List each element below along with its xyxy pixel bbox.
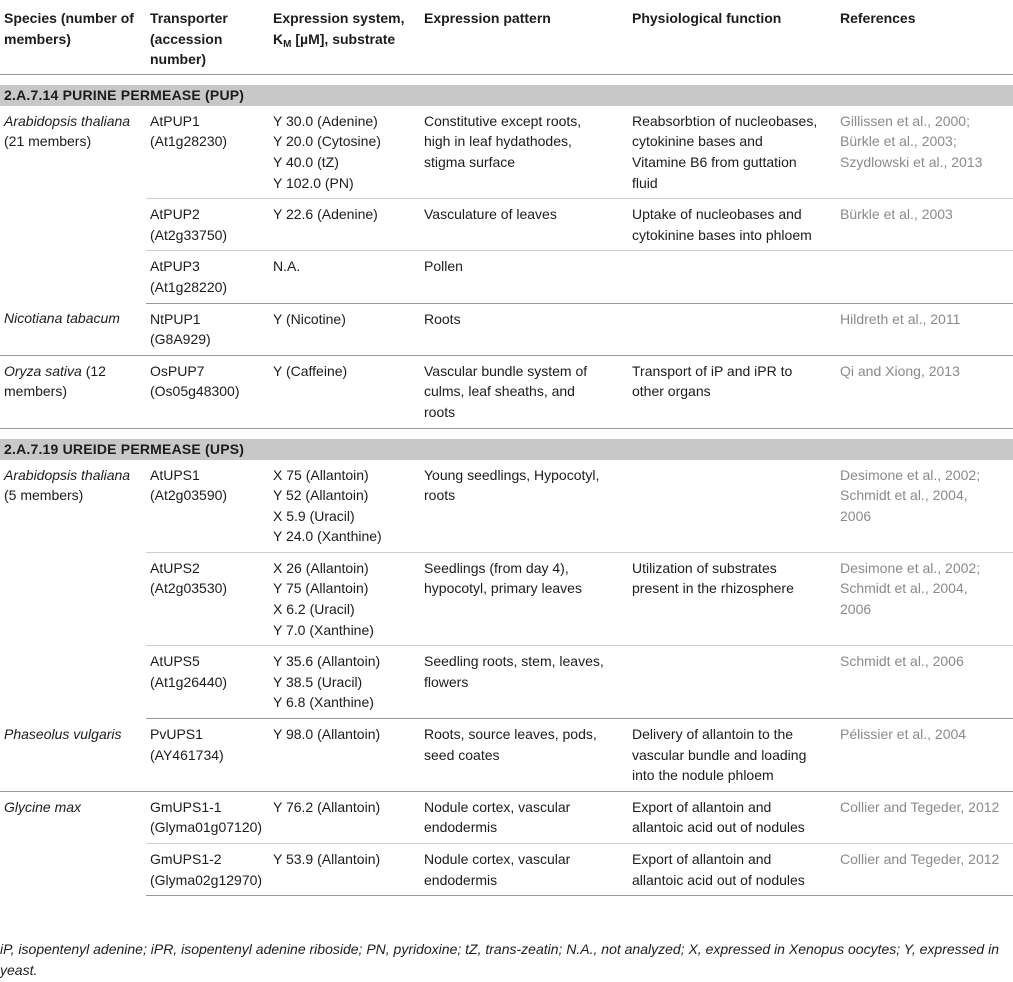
pattern-line: stigma surface <box>424 153 516 170</box>
references-cell <box>836 844 1013 896</box>
species-cell <box>0 355 146 428</box>
pattern-line: Vascular bundle system of <box>424 362 588 379</box>
function-line: other organs <box>632 383 711 400</box>
spacer-cell <box>0 74 1013 85</box>
pattern-line: Seedling roots, stem, leaves, <box>424 653 604 670</box>
section-row <box>0 439 1013 460</box>
function-line: allantoic acid out of nodules <box>632 871 805 888</box>
pattern-line: Roots, source leaves, pods, <box>424 726 597 743</box>
reference-line: Qi and Xiong, 2013 <box>840 362 960 379</box>
function-line: Transport of iP and iPR to <box>632 362 793 379</box>
expression-line: Y 40.0 (tZ) <box>273 153 339 170</box>
expression-cell <box>269 303 420 355</box>
references-cell <box>836 791 1013 843</box>
pattern-cell <box>420 719 628 792</box>
transporter-line: (At2g33750) <box>150 226 228 243</box>
expression-line: X 5.9 (Uracil) <box>273 507 355 524</box>
table-footnote: iP, isopentenyl adenine; iPR, isopentenyl adenine riboside; PN, pyridoxine; tZ, trans-zeatin; N.A., not analyzed; X, expressed in Xenopus oocytes; Y, expressed in yeast. <box>0 941 999 978</box>
expression-line: Y 52 (Allantoin) <box>273 487 369 504</box>
reference-line: Schmidt et al., 2004, <box>840 580 968 597</box>
function-cell <box>628 719 836 792</box>
function-cell <box>628 552 836 645</box>
header-expression-pattern: Expression pattern <box>424 10 551 26</box>
expression-line: Y 7.0 (Xanthine) <box>273 621 374 638</box>
function-cell <box>628 460 836 553</box>
transporter-line: (At2g03590) <box>150 487 228 504</box>
reference-line: Gillissen et al., 2000; <box>840 112 970 129</box>
expression-line: Y 76.2 (Allantoin) <box>273 798 381 815</box>
species-name: Arabidopsis thaliana <box>4 466 131 483</box>
reference-line: Desimone et al., 2002; <box>840 466 981 483</box>
function-cell <box>628 199 836 251</box>
table-row <box>0 460 1013 553</box>
pattern-line: endodermis <box>424 871 498 888</box>
references-cell <box>836 552 1013 645</box>
function-line: Delivery of allantoin to the <box>632 726 794 743</box>
table-header <box>0 0 1013 74</box>
pattern-cell <box>420 106 628 199</box>
table-row <box>0 719 1013 792</box>
expression-line: X 75 (Allantoin) <box>273 466 369 483</box>
transporter-cell <box>146 552 269 645</box>
pattern-line: Pollen <box>424 258 463 275</box>
species-note: (5 members) <box>4 487 84 504</box>
expression-line: Y 24.0 (Xanthine) <box>273 528 382 545</box>
transporter-line: AtPUP2 <box>150 206 200 223</box>
spacer-cell <box>0 428 1013 439</box>
reference-line: 2006 <box>840 507 872 524</box>
references-cell <box>836 719 1013 792</box>
references-cell <box>836 646 1013 719</box>
transporter-line: (Os05g48300) <box>150 383 240 400</box>
pattern-line: endodermis <box>424 819 498 836</box>
pattern-line: Young seedlings, Hypocotyl, <box>424 466 600 483</box>
expression-line: Y (Caffeine) <box>273 362 348 379</box>
transporter-line: (At1g28230) <box>150 133 228 150</box>
spacer-row <box>0 428 1013 439</box>
reference-line: 2006 <box>840 601 872 618</box>
species-name: Nicotiana tabacum <box>4 310 120 327</box>
header-physiological-function: Physiological function <box>632 10 782 26</box>
transporter-line: GmUPS1-1 <box>150 798 222 815</box>
transporter-line: AtPUP1 <box>150 112 200 129</box>
expression-line: Y 98.0 (Allantoin) <box>273 726 381 743</box>
transporter-line: (At1g28220) <box>150 278 228 295</box>
species-note: (12 <box>85 362 106 379</box>
expression-line: Y 75 (Allantoin) <box>273 580 369 597</box>
function-line: cytokinine bases into phloem <box>632 226 812 243</box>
expression-cell <box>269 199 420 251</box>
expression-line: Y (Nicotine) <box>273 310 346 327</box>
function-line: Reabsorbtion of nucleobases, <box>632 112 818 129</box>
transporter-cell <box>146 460 269 553</box>
table-row <box>0 791 1013 843</box>
references-cell <box>836 303 1013 355</box>
function-cell <box>628 106 836 199</box>
references-cell <box>836 355 1013 428</box>
expression-cell <box>269 552 420 645</box>
references-cell <box>836 199 1013 251</box>
reference-line: Schmidt et al., 2004, <box>840 487 968 504</box>
expression-line: Y 53.9 (Allantoin) <box>273 851 381 867</box>
function-line: into the nodule phloem <box>632 767 774 784</box>
transporter-line: (Glyma02g12970) <box>150 871 263 888</box>
header-references: References <box>840 10 916 26</box>
pattern-cell <box>420 303 628 355</box>
expression-cell <box>269 251 420 303</box>
species-cell <box>0 460 146 719</box>
expression-line: Y 22.6 (Adenine) <box>273 206 378 223</box>
transporter-cell <box>146 844 269 896</box>
table-row <box>0 844 1013 896</box>
pattern-cell <box>420 844 628 896</box>
pattern-line: flowers <box>424 673 469 690</box>
expression-cell <box>269 791 420 843</box>
table-row <box>0 552 1013 645</box>
table-row <box>0 303 1013 355</box>
species-cell <box>0 719 146 792</box>
transporter-line: AtUPS5 <box>150 653 200 670</box>
function-cell <box>628 251 836 303</box>
species-cell <box>0 303 146 355</box>
transporter-cell <box>146 646 269 719</box>
table-row <box>0 646 1013 719</box>
expression-line: Y 102.0 (PN) <box>273 174 354 191</box>
transporter-line: AtPUP3 <box>150 258 200 275</box>
reference-line: Hildreth et al., 2011 <box>840 310 961 327</box>
function-line: allantoic acid out of nodules <box>632 819 805 836</box>
table-row <box>0 106 1013 199</box>
function-line: Export of allantoin and <box>632 798 772 815</box>
function-line: cytokinine bases and <box>632 133 763 150</box>
references-cell <box>836 460 1013 553</box>
header-species: Species (number of members) <box>4 10 134 47</box>
transporter-line: AtUPS1 <box>150 466 200 483</box>
transporter-line: (At1g26440) <box>150 673 228 690</box>
transporter-cell <box>146 106 269 199</box>
table-row <box>0 199 1013 251</box>
header-expression-system <box>269 0 420 74</box>
transporter-line: AtUPS2 <box>150 559 200 576</box>
function-cell <box>628 646 836 719</box>
expression-line: X 6.2 (Uracil) <box>273 601 355 618</box>
function-line: vascular bundle and loading <box>632 746 807 763</box>
transporter-cell <box>146 303 269 355</box>
references-cell <box>836 251 1013 303</box>
pattern-cell <box>420 460 628 553</box>
expression-line: X 26 (Allantoin) <box>273 559 369 576</box>
pattern-line: hypocotyl, primary leaves <box>424 580 582 597</box>
transporter-cell <box>146 251 269 303</box>
section-title: 2.A.7.14 PURINE PERMEASE (PUP) <box>0 85 1013 106</box>
header-row <box>0 0 1013 74</box>
function-cell <box>628 791 836 843</box>
species-note-cont: members) <box>4 383 68 400</box>
reference-line: Desimone et al., 2002; <box>840 559 981 576</box>
table-body <box>0 74 1013 895</box>
species-cell <box>0 106 146 303</box>
expression-cell <box>269 106 420 199</box>
pattern-line: roots <box>424 487 456 504</box>
reference-line: Bürkle et al., 2003 <box>840 206 953 223</box>
header-expression-system-rest: [µM], substrate <box>291 30 396 47</box>
pattern-cell <box>420 552 628 645</box>
transporter-line: (Glyma01g07120) <box>150 819 263 836</box>
references-cell <box>836 106 1013 199</box>
species-name: Oryza sativa <box>4 362 82 379</box>
function-line: Vitamine B6 from guttation <box>632 153 797 170</box>
reference-line: Szydlowski et al., 2013 <box>840 153 983 170</box>
pattern-line: Nodule cortex, vascular <box>424 851 571 867</box>
expression-line: Y 20.0 (Cytosine) <box>273 133 381 150</box>
pattern-line: Constitutive except roots, <box>424 112 582 129</box>
transporter-line: NtPUP1 <box>150 310 201 327</box>
transporter-line: PvUPS1 <box>150 726 203 743</box>
transporter-cell <box>146 355 269 428</box>
transporter-cell <box>146 791 269 843</box>
pattern-cell <box>420 646 628 719</box>
function-line: Utilization of substrates <box>632 559 777 576</box>
reference-line: Schmidt et al., 2006 <box>840 653 964 670</box>
pattern-cell <box>420 355 628 428</box>
function-line: fluid <box>632 174 658 191</box>
transporter-line: (AY461734) <box>150 746 224 763</box>
species-cell <box>0 791 146 895</box>
table-row <box>0 251 1013 303</box>
pattern-line: Vasculature of leaves <box>424 206 557 223</box>
pattern-line: seed coates <box>424 746 500 763</box>
pattern-line: culms, leaf sheaths, and <box>424 383 575 400</box>
expression-line: N.A. <box>273 258 301 275</box>
species-name: Glycine max <box>4 798 82 815</box>
species-name: Phaseolus vulgaris <box>4 725 122 742</box>
reference-line: Collier and Tegeder, 2012 <box>840 798 1000 815</box>
transporter-cell <box>146 199 269 251</box>
expression-line: Y 6.8 (Xanthine) <box>273 694 374 711</box>
expression-line: Y 35.6 (Allantoin) <box>273 653 381 670</box>
expression-line: Y 30.0 (Adenine) <box>273 112 378 129</box>
function-cell <box>628 355 836 428</box>
expression-cell <box>269 719 420 792</box>
function-cell <box>628 844 836 896</box>
pattern-cell <box>420 199 628 251</box>
spacer-row <box>0 74 1013 85</box>
reference-line: Collier and Tegeder, 2012 <box>840 851 1000 867</box>
function-cell <box>628 303 836 355</box>
function-line: Export of allantoin and <box>632 851 772 867</box>
pattern-line: roots <box>424 403 456 420</box>
header-expression-system-main: Expression system, K <box>273 10 405 47</box>
species-name: Arabidopsis thaliana <box>4 112 131 129</box>
expression-cell <box>269 844 420 896</box>
expression-line: Y 38.5 (Uracil) <box>273 673 363 690</box>
expression-cell <box>269 460 420 553</box>
transporter-cell <box>146 719 269 792</box>
reference-line: Bürkle et al., 2003; <box>840 133 957 150</box>
table-row <box>0 355 1013 428</box>
pattern-line: Seedlings (from day 4), <box>424 559 569 576</box>
pattern-line: Nodule cortex, vascular <box>424 798 571 815</box>
pattern-line: high in leaf hydathodes, <box>424 133 572 150</box>
pattern-line: Roots <box>424 310 461 327</box>
section-title: 2.A.7.19 UREIDE PERMEASE (UPS) <box>0 439 1013 460</box>
species-note: (21 members) <box>4 133 92 150</box>
header-transporter: Transporter (accession number) <box>150 10 228 68</box>
expression-cell <box>269 646 420 719</box>
expression-cell <box>269 355 420 428</box>
pattern-cell <box>420 251 628 303</box>
reference-line: Pélissier et al., 2004 <box>840 726 967 743</box>
transporter-line: GmUPS1-2 <box>150 851 222 867</box>
transporter-line: OsPUP7 <box>150 362 205 379</box>
function-line: Uptake of nucleobases and <box>632 206 802 223</box>
transporter-line: (At2g03530) <box>150 580 228 597</box>
transporter-line: (G8A929) <box>150 331 211 348</box>
pattern-cell <box>420 791 628 843</box>
section-row <box>0 85 1013 106</box>
header-expression-system-sub: M <box>283 38 292 50</box>
function-line: present in the rhizosphere <box>632 580 794 597</box>
